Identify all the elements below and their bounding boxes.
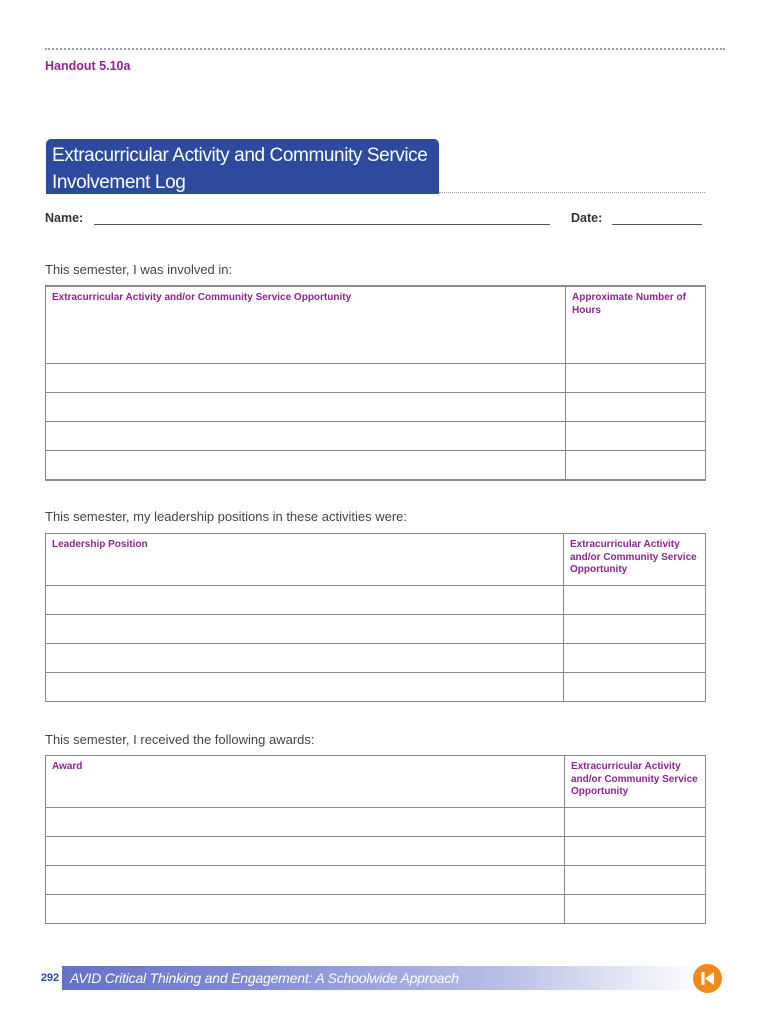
section-1-prompt: This semester, I was involved in:	[45, 262, 233, 277]
awards-table	[45, 755, 706, 924]
title-dotted-rule	[439, 192, 705, 193]
table-cell[interactable]	[46, 866, 565, 895]
table-cell[interactable]	[564, 673, 706, 702]
handout-label: Handout 5.10a	[45, 59, 131, 73]
table-row	[46, 615, 706, 644]
table-cell[interactable]	[46, 421, 566, 450]
section-2-prompt: This semester, my leadership positions in these activities were:	[45, 509, 407, 524]
table-row	[46, 895, 706, 924]
page-title	[46, 139, 439, 194]
table-cell[interactable]	[566, 421, 706, 450]
table-row	[46, 421, 706, 450]
table-cell[interactable]	[46, 363, 566, 392]
date-label: Date:	[571, 211, 603, 225]
table-cell[interactable]	[46, 392, 566, 421]
title-line-2: Involvement Log	[52, 172, 186, 193]
table-header-row	[46, 286, 706, 363]
leadership-table	[45, 533, 706, 702]
table-header-row	[46, 534, 706, 586]
name-label: Name:	[45, 211, 84, 225]
date-field[interactable]	[612, 224, 702, 225]
table-row	[46, 392, 706, 421]
table-cell[interactable]	[564, 644, 706, 673]
name-field[interactable]	[94, 224, 550, 225]
column-header-leadership: Leadership Position	[46, 534, 564, 586]
column-header-activity: Extracurricular Activity and/or Community Service Opportunity	[564, 534, 706, 586]
skip-back-icon-glyph	[693, 964, 722, 993]
table-cell[interactable]	[564, 615, 706, 644]
column-header-activity: Extracurricular Activity and/or Community Service Opportunity	[46, 286, 566, 363]
table-header-row	[46, 756, 706, 808]
table-cell[interactable]	[566, 392, 706, 421]
title-line-1: Extracurricular Activity and Community Service	[52, 145, 428, 166]
table-cell[interactable]	[565, 837, 706, 866]
table-row	[46, 363, 706, 392]
table-row	[46, 673, 706, 702]
table-cell[interactable]	[565, 895, 706, 924]
table-row	[46, 837, 706, 866]
table-cell[interactable]	[46, 673, 564, 702]
table-cell[interactable]	[566, 363, 706, 392]
table-cell[interactable]	[565, 866, 706, 895]
table-row	[46, 586, 706, 615]
table-cell[interactable]	[565, 808, 706, 837]
table-row	[46, 866, 706, 895]
table-cell[interactable]	[46, 837, 565, 866]
page-number: 292	[38, 966, 62, 990]
involvement-table	[45, 285, 706, 481]
table-cell[interactable]	[566, 450, 706, 480]
table-cell[interactable]	[46, 450, 566, 480]
table-row	[46, 808, 706, 837]
top-dotted-rule	[45, 48, 725, 50]
footer-book-title: AVID Critical Thinking and Engagement: A Schoolwide Approach	[70, 970, 459, 986]
skip-back-icon[interactable]	[693, 964, 722, 993]
table-cell[interactable]	[564, 586, 706, 615]
table-row	[46, 644, 706, 673]
table-cell[interactable]	[46, 586, 564, 615]
column-header-hours: Approximate Number of Hours	[566, 286, 706, 363]
table-cell[interactable]	[46, 615, 564, 644]
table-cell[interactable]	[46, 644, 564, 673]
table-row	[46, 450, 706, 480]
table-cell[interactable]	[46, 808, 565, 837]
section-3-prompt: This semester, I received the following awards:	[45, 732, 315, 747]
column-header-award: Award	[46, 756, 565, 808]
table-cell[interactable]	[46, 895, 565, 924]
column-header-activity: Extracurricular Activity and/or Community Service Opportunity	[565, 756, 706, 808]
